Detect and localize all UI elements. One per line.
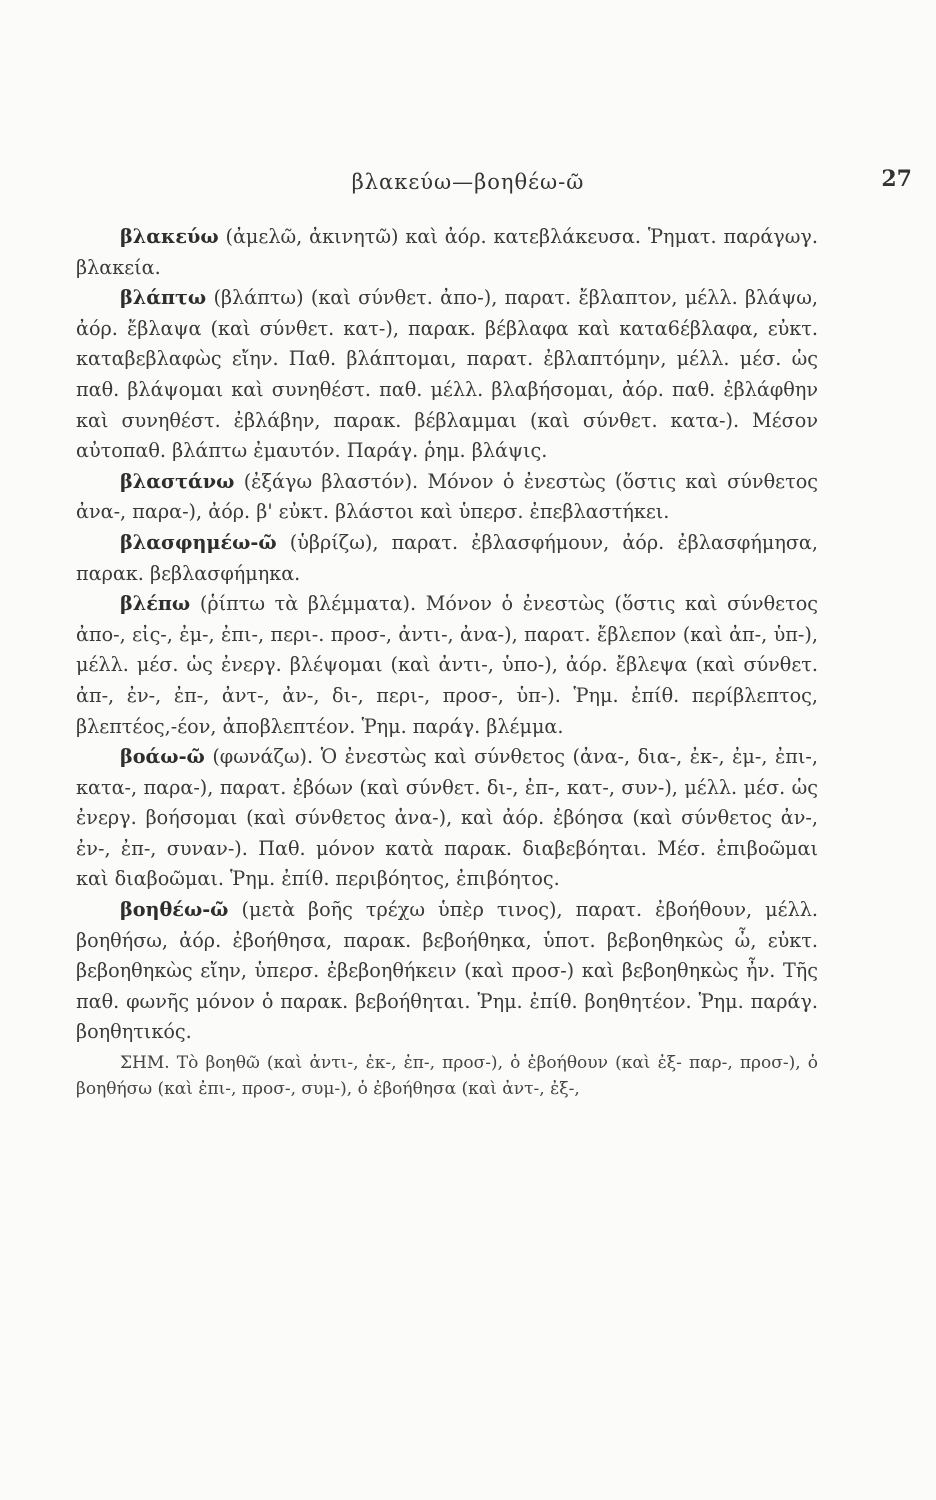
headword: βοάω-ῶ	[120, 745, 205, 769]
entry-text: (ὑβρίζω), παρατ. ἐβλασφήμουν, ἀόρ. ἐβλασφήμησα, παρακ. βεβλασφήμηκα.	[76, 530, 818, 585]
entry-text: (μετὰ βοῆς τρέχω ὑπὲρ τινος), παρατ. ἐβοήθουν, μέλλ. βοηθήσω, ἀόρ. ἐβοήθησα, παρακ. βεβοήθηκα, ὑποτ. βεβοηθηκὼς ὦ, εὐκτ. βεβοηθηκὼς εἴην, ὑπερσ. ἐβεβοηθήκειν (καὶ προσ-) καὶ βεβοηθηκὼς ἦν. Τῆς παθ. φωνῆς μόνον ὁ παρακ. βεβοήθηται. Ῥημ. ἐπίθ. βοηθητέον. Ῥημ. παράγ. βοηθητικός.	[76, 898, 818, 1044]
headword: βοηθέω-ῶ	[120, 898, 229, 922]
headword: βλασφημέω-ῶ	[120, 530, 277, 554]
headword: βλαστάνω	[120, 469, 235, 493]
note-paragraph	[76, 1050, 818, 1102]
entry-blastano	[76, 467, 818, 528]
entry-blepo	[76, 589, 818, 742]
entry-boao	[76, 742, 818, 895]
page-header	[0, 162, 936, 202]
entry-boetheo	[76, 895, 818, 1048]
entry-text: (φωνάζω). Ὁ ἐνεστὼς καὶ σύνθετος (ἀνα-, δια-, ἐκ-, ἐμ-, ἐπι-, κατα-, παρα-), παρατ. ἐβόων (καὶ σύνθετ. δι-, ἐπ-, κατ-, συν-), μέλλ. μέσ. ὡς ἐνεργ. βοήσομαι (καὶ σύνθετος ἀνα-), καὶ ἀόρ. ἐβόησα (καὶ σύνθετος ἀν-, ἐν-, ἐπ-, συναν-). Παθ. μόνον κατὰ παρακ. διαβεβόηται. Μέσ. ἐπιβοῶμαι καὶ διαβοῶμαι. Ῥημ. ἐπίθ. περιβόητος, ἐπιβόητος.	[76, 745, 818, 891]
entry-blasphemeo	[76, 528, 818, 589]
entry-text: (ἐξάγω βλαστόν). Μόνον ὁ ἐνεστὼς (ὅστις καὶ σύνθετος ἀνα-, παρα-), ἀόρ. β' εὐκτ. βλάστοι καὶ ὑπερσ. ἐπεβλαστήκει.	[76, 469, 818, 524]
entry-text: (βλάπτω) (καὶ σύνθετ. ἀπο-), παρατ. ἔβλαπτον, μέλλ. βλάψω, ἀόρ. ἔβλαψα (καὶ σύνθετ. κατ-), παρακ. βέβλαφα καὶ κατα6έβλαφα, εὐκτ. καταβεβλαφὼς εἴην. Παθ. βλάπτομαι, παρατ. ἐβλαπτόμην, μέλλ. μέσ. ὡς παθ. βλάψομαι καὶ συνηθέστ. παθ. μέλλ. βλαβήσομαι, ἀόρ. παθ. ἐβλάφθην καὶ συνηθέστ. ἐβλάβην, παρακ. βέβλαμμαι (καὶ σύνθετ. κατα-). Μέσον αὐτοπαθ. βλάπτω ἐμαυτόν. Παράγ. ῥημ. βλάψις.	[76, 286, 818, 463]
page-number: 27	[881, 166, 912, 192]
entry-blapto	[76, 283, 818, 467]
headword: βλάπτω	[120, 286, 207, 310]
entry-text: (ἀμελῶ, ἀκινητῶ) καὶ ἀόρ. κατεβλάκευσα. Ῥηματ. παράγωγ. βλακεία.	[76, 225, 818, 279]
note-label: ΣΗΜ.	[120, 1053, 170, 1074]
running-head: βλακεύω—βοηθέω-ῶ	[351, 170, 585, 194]
note-text: Τὸ βοηθῶ (καὶ ἀντι-, ἐκ-, ἐπ-, προσ-), ὁ ἐβοήθουν (καὶ ἐξ- παρ-, προσ-), ὁ βοηθήσω (καὶ ἐπι-, προσ-, συμ-), ὁ ἐβοήθησα (καὶ ἀντ-, ἐξ-,	[76, 1053, 818, 1100]
entry-text: (ῥίπτω τὰ βλέμματα). Μόνον ὁ ἐνεστὼς (ὅστις καὶ σύνθετος ἀπο-, εἰς-, ἐμ-, ἐπι-, περι-. προσ-, ἀντι-, ἀνα-), παρατ. ἔβλεπον (καὶ ἀπ-, ὑπ-), μέλλ. μέσ. ὡς ἐνεργ. βλέψομαι (καὶ ἀντι-, ὑπο-), ἀόρ. ἔβλεψα (καὶ σύνθετ. ἀπ-, ἐν-, ἐπ-, ἀντ-, ἀν-, δι-, περι-, προσ-, ὑπ-). Ῥημ. ἐπίθ. περίβλεπτος, βλεπτέος,-έον, ἀποβλεπτέον. Ῥημ. παράγ. βλέμμα.	[76, 592, 818, 738]
headword: βλέπω	[120, 592, 191, 616]
entry-blakeuo	[76, 222, 818, 283]
headword: βλακεύω	[120, 225, 219, 248]
body-text	[76, 222, 818, 1102]
